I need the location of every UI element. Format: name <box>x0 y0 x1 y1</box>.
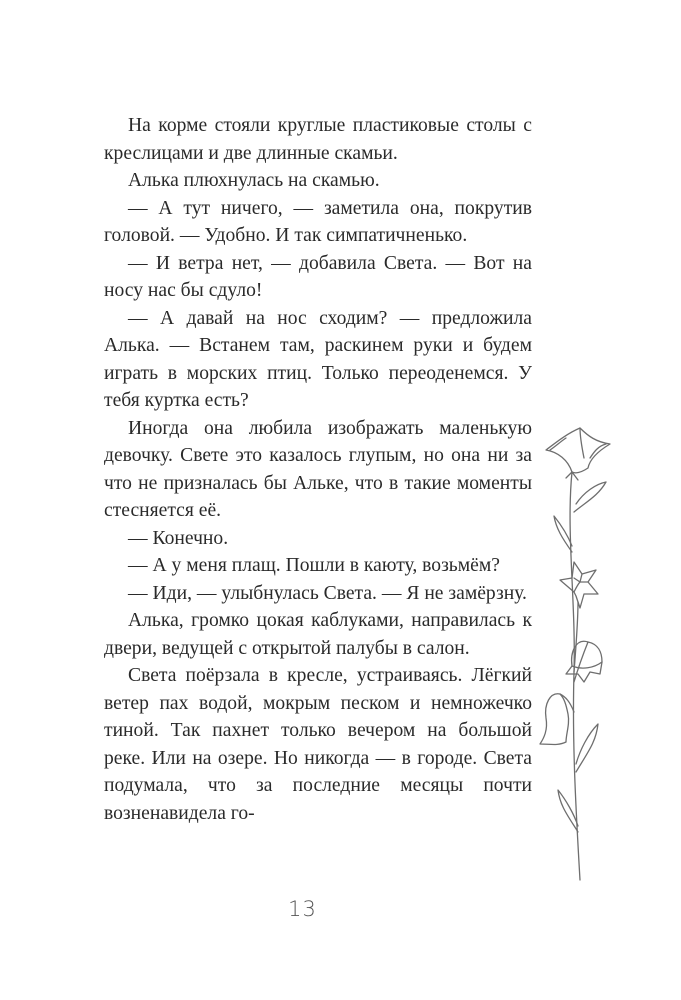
hanging-bell <box>540 694 569 745</box>
paragraph: — И ветра нет, — добавила Света. — Вот на носу нас бы сдуло! <box>104 252 532 301</box>
paragraph: — А тут ничего, — заметила она, покрутив головой. — Удобно. И так симпатичненько. <box>104 197 532 246</box>
bellflower-icon <box>536 412 646 882</box>
paragraph: — Конечно. <box>128 527 229 549</box>
body-text <box>104 112 532 827</box>
paragraph: — А давай на нос сходим? — предложила Алька. — Встанем там, раскинем руки и будем играть в морских птиц. Только переоденемся. У тебя куртка есть? <box>104 307 532 411</box>
paragraph: — А у меня плащ. Пошли в каюту, возьмём? <box>128 555 500 576</box>
paragraph: На корме стояли круглые пластиковые столы с креслицами и две длинные скамьи. <box>104 115 532 164</box>
paragraph: Света поёрзала в кресле, устраиваясь. Лёгкий ветер пах водой, мокрым песком и немножечко тиной. Так пахнет только вечером на большой реке. Или на озере. Но никогда — в городе. Света подумала, что за последние месяцы почти возненавидела го- <box>104 665 532 824</box>
top-bell <box>546 428 610 473</box>
paragraph: Иногда она любила изображать маленькую девочку. Свете это казалось глупым, но она ни за что не призналась бы Альке, что в такие моменты стесняется её. <box>104 417 532 521</box>
page-number: 13 <box>288 897 317 921</box>
paragraph: — Иди, — улыбнулась Света. — Я не замёрзну. <box>128 582 527 604</box>
paragraph: Алька, громко цокая каблуками, направилась к двери, ведущей с открытой палубы в салон. <box>104 610 532 659</box>
middle-flower <box>560 562 598 608</box>
paragraph: Алька плюхнулась на скамью. <box>128 170 380 191</box>
